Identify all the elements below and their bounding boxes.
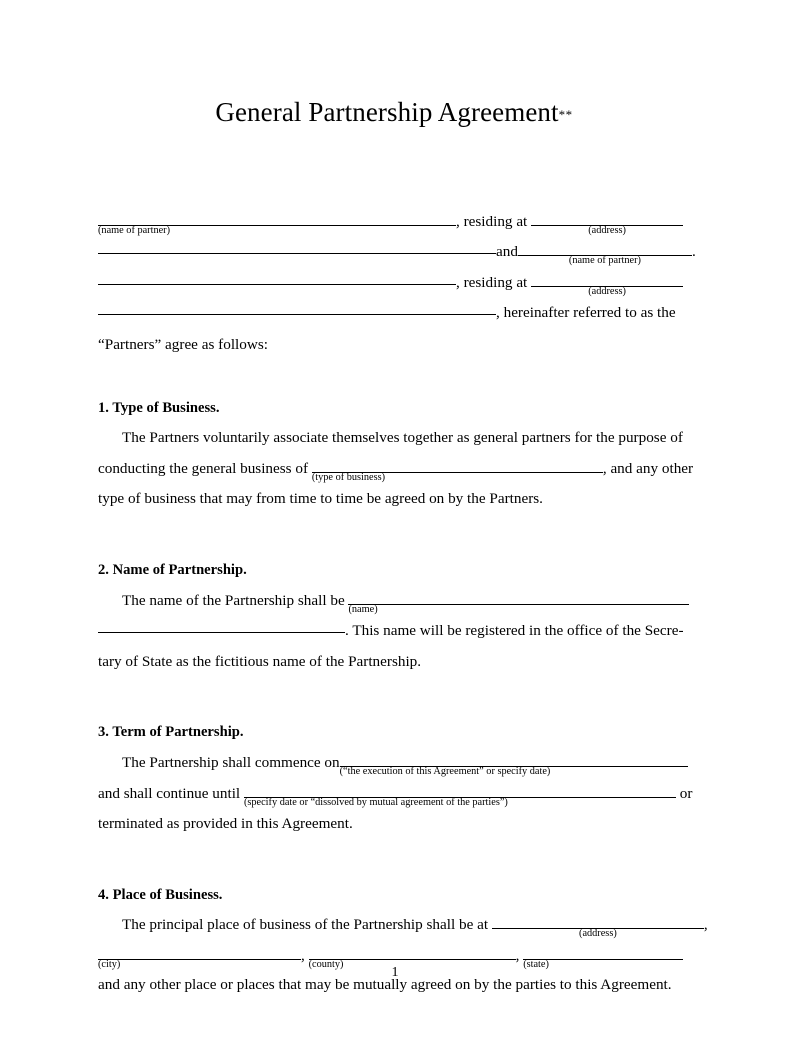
business-city-field[interactable]: [98, 946, 301, 970]
business-county-field[interactable]: [308, 946, 516, 970]
type-of-business-blank[interactable]: [312, 459, 603, 473]
section-1-text-4: type of business that may from time to time be agreed on by the Partners.: [98, 490, 543, 508]
section-2-line-1: [98, 586, 690, 617]
partner2-name-field[interactable]: [518, 242, 692, 267]
section-2-text-2: . This name will be registered in the office of the Secre-: [345, 622, 684, 640]
partner2-name-caption: (name of partner): [568, 255, 641, 267]
section-3-text-4: terminated as provided in this Agreement.: [98, 815, 353, 833]
partner1-name-field[interactable]: [98, 212, 456, 236]
section-term-of-partnership: [98, 717, 693, 839]
partner2-name-cont-blank[interactable]: [98, 271, 456, 285]
business-state-blank[interactable]: [523, 946, 683, 960]
section-2-text-3: tary of State as the fictitious name of the Partnership.: [98, 652, 422, 670]
partnership-name-caption: (name): [348, 603, 378, 615]
parties-line-2: [98, 237, 696, 268]
business-county-blank[interactable]: [309, 946, 516, 960]
section-3-line-3: [98, 809, 690, 840]
section-type-of-business: [98, 393, 694, 515]
section-4-heading: 4. Place of Business.: [98, 886, 223, 903]
section-1-line-2: [98, 454, 694, 485]
section-3-line-1: [98, 748, 690, 779]
parties-line-1: [98, 207, 690, 238]
business-address-blank[interactable]: [492, 915, 704, 929]
parties-line4-text: , hereinafter referred to as the: [496, 304, 676, 322]
parties-block: [98, 207, 696, 361]
business-address-caption: (address): [579, 928, 617, 940]
section-1-text-1: The Partners voluntarily associate themselves together as general partners for the purpose of: [122, 429, 683, 447]
section-3-text-1: The Partnership shall commence on: [122, 754, 340, 771]
section-1-line-3: [98, 484, 690, 515]
partnership-name-blank[interactable]: [348, 591, 689, 605]
business-city-caption: (city): [98, 958, 121, 970]
section-4-text-2: and any other place or places that may be mutually agreed on by the parties to this Agreement.: [98, 975, 672, 993]
page-footer: [0, 965, 790, 981]
section-3-text-3: or: [679, 784, 693, 802]
page-title-text: General Partnership Agreement: [215, 97, 559, 127]
section-2-heading: 2. Name of Partnership.: [98, 562, 247, 579]
section-name-of-partnership: [98, 555, 690, 677]
section-4-comma-3: ,: [515, 946, 520, 964]
commencement-date-blank[interactable]: [340, 753, 688, 767]
business-address-field[interactable]: [492, 915, 704, 940]
commencement-date-field[interactable]: [339, 753, 688, 777]
page-number: 1: [391, 965, 399, 980]
parties-line-5: [98, 330, 690, 361]
commencement-date-caption: (“the execution of this Agreement” or specify date): [339, 766, 551, 777]
business-state-field[interactable]: [523, 946, 683, 970]
termination-date-caption: (specify date or “dissolved by mutual agreement of the parties”): [243, 796, 508, 808]
type-of-business-caption: (type of business): [311, 471, 386, 483]
partner1-name-caption: (name of partner): [98, 224, 171, 236]
termination-date-field[interactable]: [243, 784, 676, 808]
partnership-name-cont-blank[interactable]: [98, 619, 345, 633]
parties-conjunction: and: [496, 243, 518, 261]
section-2-line-2: [98, 616, 690, 647]
business-city-blank[interactable]: [98, 946, 301, 960]
page-title: [98, 0, 690, 128]
partner2-name-blank[interactable]: [518, 242, 692, 256]
termination-date-blank[interactable]: [244, 784, 676, 798]
section-4-comma-1: ,: [703, 916, 708, 934]
section-1-text-2: conducting the general business of: [98, 459, 309, 477]
parties-agree-text: “Partners” agree as follows:: [98, 336, 268, 354]
page-content: [98, 0, 708, 998]
partner2-address-cont-blank[interactable]: [98, 301, 496, 315]
parties-line2-period: .: [691, 243, 696, 261]
section-3-heading: 3. Term of Partnership.: [98, 724, 244, 741]
section-4-line-1: [98, 910, 708, 941]
section-1-heading: 1. Type of Business.: [98, 399, 220, 416]
type-of-business-field[interactable]: [311, 459, 603, 483]
partner1-address-field[interactable]: [531, 212, 683, 236]
partner1-address-cont-blank[interactable]: [98, 240, 496, 254]
business-state-caption: (state): [523, 958, 549, 970]
section-3-text-2: and shall continue until: [98, 784, 241, 802]
title-footnote-marker: **: [558, 107, 573, 122]
parties-line-3: [98, 268, 690, 299]
partner1-address-blank[interactable]: [531, 212, 683, 226]
section-3-line-2: [98, 779, 693, 810]
section-4-comma-2: ,: [301, 946, 305, 964]
parties-line-4: [98, 298, 690, 329]
section-2-line-3: [98, 647, 690, 678]
partner1-name-blank[interactable]: [98, 212, 456, 226]
section-2-text-1: The name of the Partnership shall be: [122, 591, 345, 609]
partner2-address-blank[interactable]: [531, 273, 683, 287]
business-county-caption: (county): [308, 958, 344, 970]
partner2-address-field[interactable]: [531, 273, 683, 297]
parties-line3-text: , residing at: [456, 273, 528, 291]
section-4-text-1: The principal place of business of the Partnership shall be at: [122, 916, 489, 934]
partner1-address-caption: (address): [588, 224, 626, 236]
section-1-line-1: [98, 423, 690, 454]
partnership-name-field[interactable]: [348, 591, 689, 615]
parties-line1-text: , residing at: [456, 212, 528, 230]
partner2-address-caption: (address): [588, 285, 626, 297]
section-1-text-3: , and any other: [602, 459, 694, 477]
